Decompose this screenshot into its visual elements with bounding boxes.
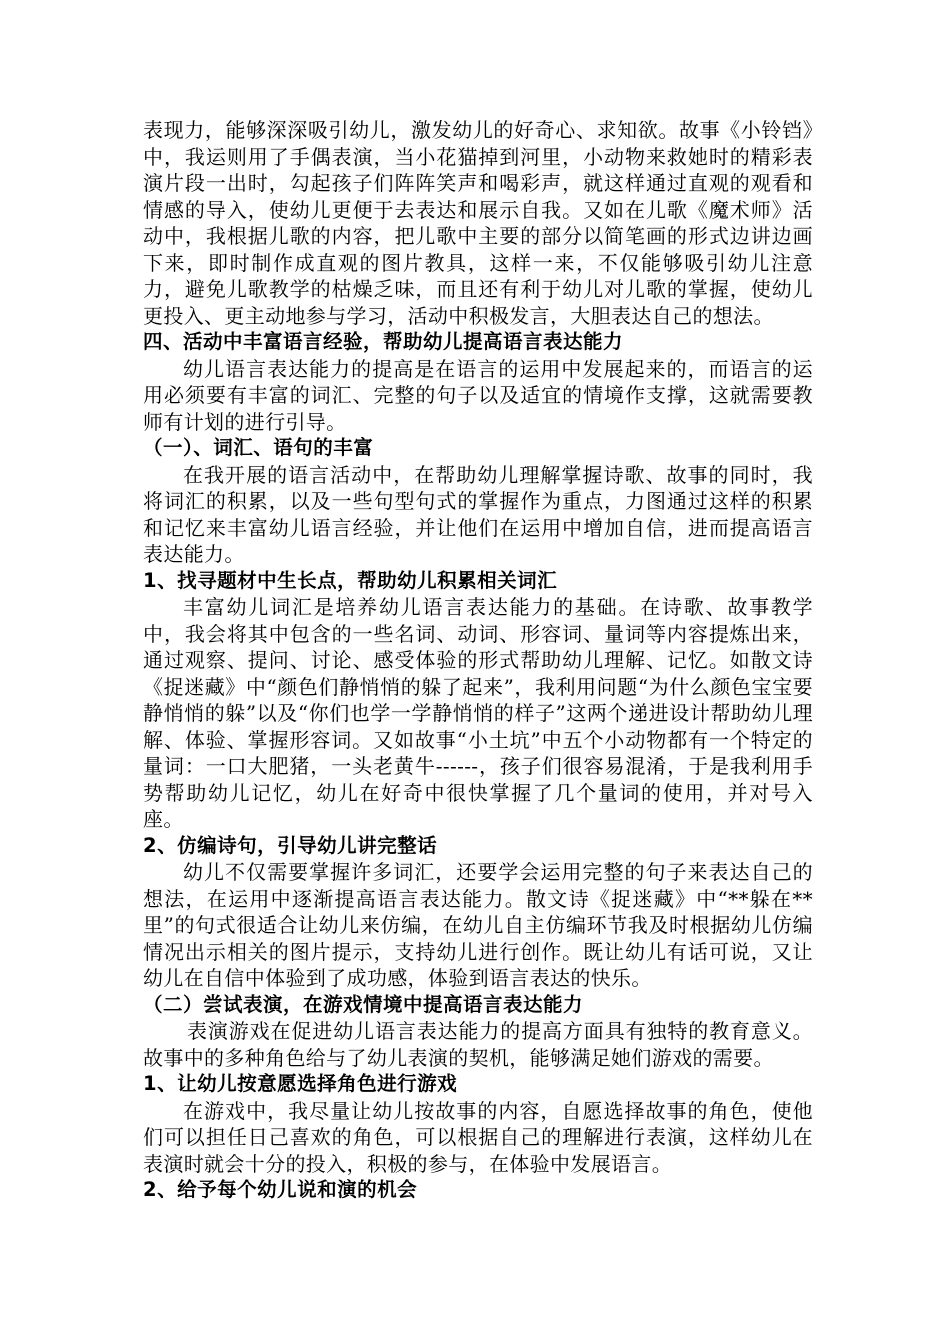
document-body	[143, 117, 813, 1204]
paragraph-vocabulary: 在我开展的语言活动中，在帮助幼儿理解掌握诗歌、故事的同时，我将词汇的积累，以及一些句型句式的掌握作为重点，力图通过这样的积累和记忆来丰富幼儿语言经验，并让他们在运用中增加自信，进而提高语言表达能力。	[143, 462, 813, 566]
section-heading-4: 四、活动中丰富语言经验，帮助幼儿提高语言表达能力	[143, 330, 624, 353]
paragraph-word-accumulation: 丰富幼儿词汇是培养幼儿语言表达能力的基础。在诗歌、故事教学中，我会将其中包含的一些名词、动词、形容词、量词等内容提炼出来，通过观察、提问、讨论、感受体验的形式帮助幼儿理解、记忆。如散文诗《捉迷藏》中“颜色们静悄悄的躲了起来”，我利用问题“为什么颜色宝宝要静悄悄的躲”以及“你们也学一学静悄悄的样子”这两个递进设计帮助幼儿理解、体验、掌握形容词。又如故事“小土坑”中五个小动物都有一个特定的量词：一口大肥猪，一头老黄牛------，孩子们很容易混淆，于是我利用手势帮助幼儿记忆，幼儿在好奇中很快掌握了几个量词的使用，并对号入座。	[143, 595, 813, 831]
paragraph-performance: 表演游戏在促进幼儿语言表达能力的提高方面具有独特的教育意义。故事中的多种角色给与了幼儿表演的契机，能够满足她们游戏的需要。	[143, 1019, 813, 1070]
paragraph-intro: 表现力，能够深深吸引幼儿，激发幼儿的好奇心、求知欲。故事《小铃铛》中，我运则用了手偶表演，当小花猫掉到河里，小动物来救她时的精彩表演片段一出时，勾起孩子们阵阵笑声和喝彩声，就这样通过直观的观看和情感的导入，使幼儿更便于去表达和展示自我。又如在儿歌《魔术师》活动中，我根据儿歌的内容，把儿歌中主要的部分以简笔画的形式边讲边画下来，即时制作成直观的图片教具，这样一来，不仅能够吸引幼儿注意力，避免儿歌教学的枯燥乏味，而且还有利于幼儿对儿歌的掌握，使幼儿更投入、更主动地参与学习，活动中积极发言，大胆表达自己的想法。	[143, 118, 813, 328]
item-heading-3: 1、让幼儿按意愿选择角色进行游戏	[143, 1072, 458, 1095]
paragraph-role-choice: 在游戏中，我尽量让幼儿按故事的内容，自愿选择故事的角色，使他们可以担任日己喜欢的角色，可以根据自己的理解进行表演，这样幼儿在表演时就会十分的投入，积极的参与，在体验中发展语言。	[143, 1098, 813, 1176]
paragraph-section-4: 幼儿语言表达能力的提高是在语言的运用中发展起来的，而语言的运用必须要有丰富的词汇、完整的句子以及适宜的情境作支撑，这就需要教师有计划的进行引导。	[143, 356, 813, 434]
item-heading-1: 1、找寻题材中生长点，帮助幼儿积累相关词汇	[143, 568, 558, 592]
subsection-heading-2: （二）尝试表演，在游戏情境中提高语言表达能力	[143, 992, 584, 1016]
subsection-heading-1: （一）、词汇、语句的丰富	[143, 436, 374, 459]
item-heading-2: 2、仿编诗句，引导幼儿讲完整话	[143, 833, 438, 857]
paragraph-poem-imitation: 幼儿不仅需要掌握许多词汇，还要学会运用完整的句子来表达自己的想法，在运用中逐渐提高语言表达能力。散文诗《捉迷藏》中“**躲在**里”的句式很适合让幼儿来仿编，在幼儿自主仿编环节我及时根据幼儿仿编情况出示相关的图片提示，支持幼儿进行创作。既让幼儿有话可说，又让幼儿在自信中体验到了成功感，体验到语言表达的快乐。	[143, 860, 813, 990]
item-heading-4: 2、给予每个幼儿说和演的机会	[143, 1178, 418, 1201]
